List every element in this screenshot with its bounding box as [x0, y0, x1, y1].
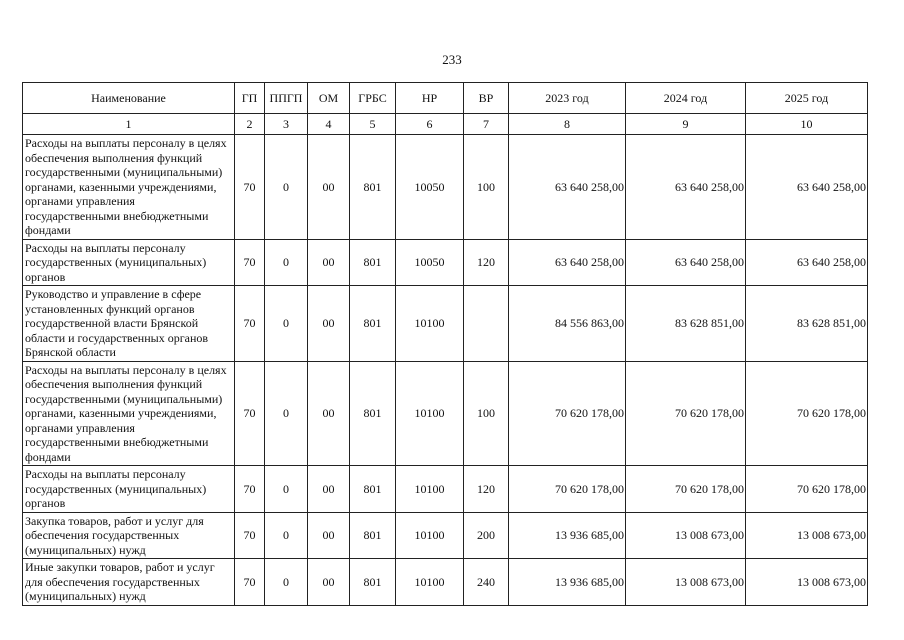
cell-gp: 70	[235, 466, 265, 513]
cell-gp: 70	[235, 512, 265, 559]
cell-om: 00	[308, 239, 350, 286]
row-name: Расходы на выплаты персоналу государственных (муниципальных) органов	[23, 466, 235, 513]
column-header-grbs: ГРБС	[350, 83, 396, 114]
cell-2025: 83 628 851,00	[746, 286, 868, 362]
column-header-name: Наименование	[23, 83, 235, 114]
cell-grbs: 801	[350, 135, 396, 240]
cell-ppgp: 0	[265, 559, 308, 606]
column-number: 4	[308, 114, 350, 135]
cell-gp: 70	[235, 559, 265, 606]
cell-2023: 13 936 685,00	[509, 512, 626, 559]
cell-2025: 13 008 673,00	[746, 559, 868, 606]
table-row	[23, 239, 868, 286]
cell-vr	[464, 286, 509, 362]
cell-2024: 63 640 258,00	[626, 135, 746, 240]
cell-ppgp: 0	[265, 361, 308, 466]
cell-om: 00	[308, 135, 350, 240]
table-row	[23, 466, 868, 513]
cell-om: 00	[308, 512, 350, 559]
cell-grbs: 801	[350, 466, 396, 513]
cell-vr: 240	[464, 559, 509, 606]
row-name: Руководство и управление в сфере установленных функций органов государственной власти Брянской области и государственных органов Брянской области	[23, 286, 235, 362]
cell-2024: 63 640 258,00	[626, 239, 746, 286]
cell-2025: 13 008 673,00	[746, 512, 868, 559]
column-number: 3	[265, 114, 308, 135]
cell-vr: 100	[464, 135, 509, 240]
cell-nr: 10100	[396, 286, 464, 362]
cell-2025: 70 620 178,00	[746, 466, 868, 513]
cell-2025: 70 620 178,00	[746, 361, 868, 466]
cell-om: 00	[308, 559, 350, 606]
column-header-2025: 2025 год	[746, 83, 868, 114]
cell-vr: 200	[464, 512, 509, 559]
column-number: 6	[396, 114, 464, 135]
cell-nr: 10100	[396, 559, 464, 606]
column-header-gp: ГП	[235, 83, 265, 114]
cell-2024: 83 628 851,00	[626, 286, 746, 362]
cell-om: 00	[308, 361, 350, 466]
cell-grbs: 801	[350, 559, 396, 606]
cell-2025: 63 640 258,00	[746, 135, 868, 240]
row-name: Расходы на выплаты персоналу в целях обеспечения выполнения функций государственными (муниципальными) органами, казенными учреждениями, органами управления государственными внебюджетными фондами	[23, 361, 235, 466]
column-header-vr: ВР	[464, 83, 509, 114]
budget-table	[22, 82, 868, 606]
cell-2023: 84 556 863,00	[509, 286, 626, 362]
cell-nr: 10100	[396, 361, 464, 466]
cell-om: 00	[308, 286, 350, 362]
cell-nr: 10050	[396, 135, 464, 240]
cell-gp: 70	[235, 286, 265, 362]
table-row	[23, 135, 868, 240]
cell-ppgp: 0	[265, 239, 308, 286]
column-number: 9	[626, 114, 746, 135]
table-row	[23, 286, 868, 362]
cell-2024: 13 008 673,00	[626, 559, 746, 606]
table-row	[23, 361, 868, 466]
cell-nr: 10050	[396, 239, 464, 286]
column-header-nr: НР	[396, 83, 464, 114]
row-name: Закупка товаров, работ и услуг для обеспечения государственных (муниципальных) нужд	[23, 512, 235, 559]
cell-vr: 120	[464, 466, 509, 513]
column-number: 7	[464, 114, 509, 135]
header-row	[23, 83, 868, 114]
table-row	[23, 512, 868, 559]
cell-om: 00	[308, 466, 350, 513]
column-number: 5	[350, 114, 396, 135]
page-number: 233	[442, 52, 462, 67]
row-name: Расходы на выплаты персоналу в целях обеспечения выполнения функций государственными (муниципальными) органами, казенными учреждениями, органами управления государственными внебюджетными фондами	[23, 135, 235, 240]
cell-2023: 70 620 178,00	[509, 361, 626, 466]
cell-nr: 10100	[396, 466, 464, 513]
column-number: 8	[509, 114, 626, 135]
cell-grbs: 801	[350, 512, 396, 559]
column-number-row	[23, 114, 868, 135]
cell-nr: 10100	[396, 512, 464, 559]
column-header-2023: 2023 год	[509, 83, 626, 114]
cell-grbs: 801	[350, 361, 396, 466]
cell-2024: 13 008 673,00	[626, 512, 746, 559]
cell-ppgp: 0	[265, 466, 308, 513]
column-header-2024: 2024 год	[626, 83, 746, 114]
row-name: Иные закупки товаров, работ и услуг для обеспечения государственных (муниципальных) нужд	[23, 559, 235, 606]
cell-2023: 63 640 258,00	[509, 239, 626, 286]
cell-2024: 70 620 178,00	[626, 361, 746, 466]
table-row	[23, 559, 868, 606]
cell-ppgp: 0	[265, 512, 308, 559]
cell-2023: 70 620 178,00	[509, 466, 626, 513]
column-header-om: ОМ	[308, 83, 350, 114]
column-number: 10	[746, 114, 868, 135]
cell-2023: 13 936 685,00	[509, 559, 626, 606]
cell-vr: 100	[464, 361, 509, 466]
column-number: 1	[23, 114, 235, 135]
column-header-ppgp: ППГП	[265, 83, 308, 114]
cell-ppgp: 0	[265, 286, 308, 362]
cell-gp: 70	[235, 361, 265, 466]
cell-gp: 70	[235, 239, 265, 286]
row-name: Расходы на выплаты персоналу государственных (муниципальных) органов	[23, 239, 235, 286]
cell-gp: 70	[235, 135, 265, 240]
cell-grbs: 801	[350, 286, 396, 362]
cell-grbs: 801	[350, 239, 396, 286]
column-number: 2	[235, 114, 265, 135]
cell-ppgp: 0	[265, 135, 308, 240]
cell-2024: 70 620 178,00	[626, 466, 746, 513]
cell-2023: 63 640 258,00	[509, 135, 626, 240]
cell-2025: 63 640 258,00	[746, 239, 868, 286]
cell-vr: 120	[464, 239, 509, 286]
